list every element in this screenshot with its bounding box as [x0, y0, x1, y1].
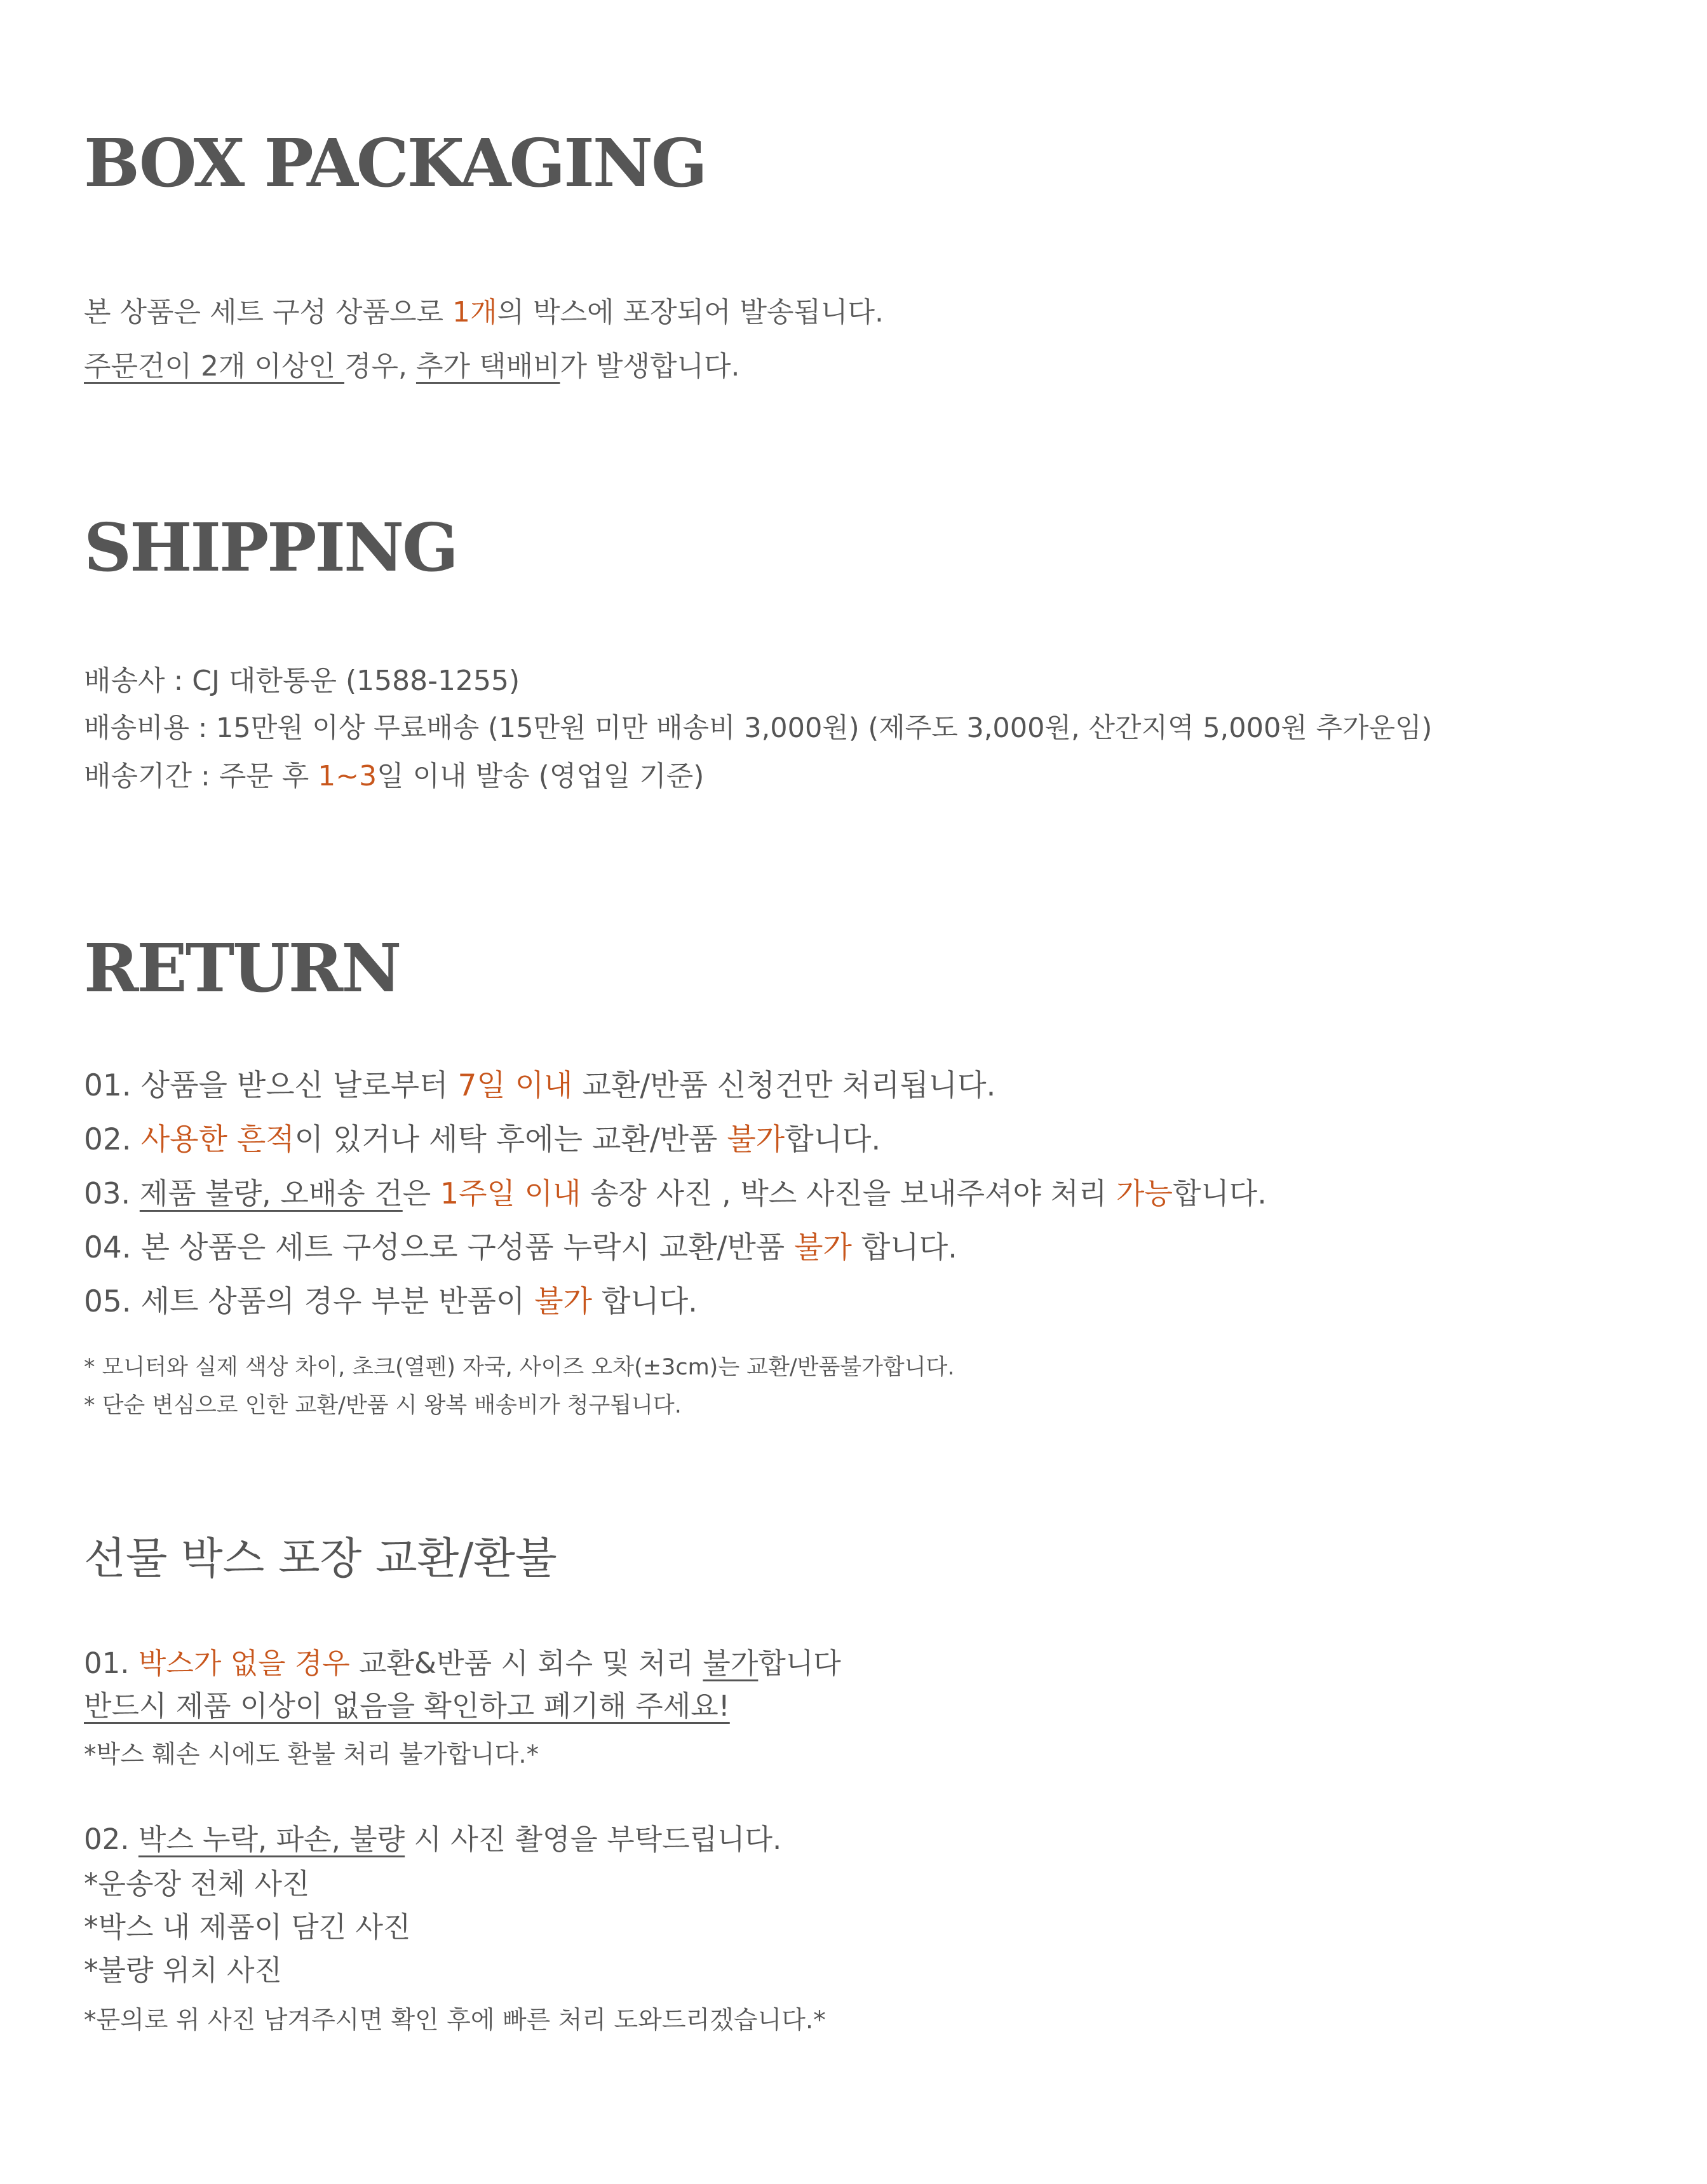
text: 송장 사진 , 박스 사진을 보내주셔야 처리 [581, 1176, 1117, 1211]
text: 01. [84, 1646, 138, 1680]
gift-box-photo-item: *운송장 전체 사진 [84, 1867, 310, 1901]
return-title: RETURN [84, 929, 400, 1007]
shipping-carrier: 배송사 : CJ 대한통운 (1588-1255) [84, 665, 520, 697]
text: 가 발생합니다. [560, 350, 740, 383]
return-item-3 [84, 1176, 1267, 1211]
box-packaging-line-1 [84, 296, 884, 329]
gift-box-photo-item: *박스 내 제품이 담긴 사진 [84, 1910, 411, 1944]
box-packaging-line-2 [84, 350, 740, 383]
gift-box-title: 선물 박스 포장 교환/환불 [84, 1534, 557, 1584]
underlined-text: 추가 택배비 [415, 350, 560, 383]
shipping-cost: 배송비용 : 15만원 이상 무료배송 (15만원 미만 배송비 3,000원) (제주도 3,000원, 산간지역 5,000원 추가운임) [84, 712, 1433, 744]
highlight: 1주일 이내 [440, 1176, 581, 1211]
return-note-2: * 단순 변심으로 인한 교환/반품 시 왕복 배송비가 청구됩니다. [84, 1393, 682, 1418]
text: 02. [84, 1122, 141, 1157]
text: 합니다 [758, 1646, 841, 1680]
return-note-1: * 모니터와 실제 색상 차이, 초크(열펜) 자국, 사이즈 오차(±3cm)는 교환/반품불가합니다. [84, 1355, 955, 1380]
text: 교환&반품 시 회수 및 처리 [349, 1646, 703, 1680]
underlined-text: 반드시 제품 이상이 없음을 확인하고 폐기해 주세요! [84, 1689, 730, 1723]
highlight-count: 1개 [452, 296, 497, 329]
underlined-text: 주문건이 2개 이상인 [84, 350, 344, 383]
text: 04. 본 상품은 세트 구성으로 구성품 누락시 교환/반품 [84, 1230, 795, 1265]
text: 합니다. [592, 1284, 698, 1319]
highlight: 박스가 없을 경우 [138, 1646, 350, 1680]
text: 시 사진 촬영을 부탁드립니다. [405, 1822, 782, 1856]
text: 합니다. [851, 1230, 958, 1265]
gift-box-photo-item: *불량 위치 사진 [84, 1953, 282, 1987]
text: 의 박스에 포장되어 발송됩니다. [497, 296, 884, 329]
text: 일 이내 발송 (영업일 기준) [377, 760, 705, 792]
gift-box-item-2-note: *문의로 위 사진 남겨주시면 확인 후에 빠른 처리 도와드리겠습니다.* [84, 2006, 826, 2035]
highlight: 불가 [727, 1122, 785, 1157]
gift-box-item-1 [84, 1646, 841, 1680]
highlight: 사용한 흔적 [140, 1122, 295, 1157]
box-packaging-title: BOX PACKAGING [84, 124, 706, 202]
highlight: 7일 이내 [457, 1068, 573, 1103]
text: 경우, [344, 350, 416, 383]
underlined-text: 제품 불량, 오배송 건 [139, 1176, 403, 1211]
shipping-period [84, 760, 705, 792]
gift-box-item-1-note: *박스 훼손 시에도 환불 처리 불가합니다.* [84, 1740, 539, 1769]
return-item-2 [84, 1122, 881, 1157]
text: 합니다. [785, 1122, 881, 1157]
text: 02. [84, 1822, 138, 1856]
highlight: 가능 [1116, 1176, 1173, 1211]
text: 은 [402, 1176, 440, 1211]
shipping-title: SHIPPING [84, 508, 457, 587]
highlight: 불가 [534, 1284, 593, 1319]
highlight-days: 1~3 [318, 760, 377, 792]
text: 배송기간 : 주문 후 [84, 760, 318, 792]
text: 03. [84, 1176, 140, 1211]
text: 합니다. [1172, 1176, 1267, 1211]
highlight: 불가 [794, 1230, 852, 1265]
gift-box-item-2 [84, 1822, 782, 1856]
text: 이 있거나 세탁 후에는 교환/반품 [294, 1122, 727, 1157]
return-item-4 [84, 1230, 958, 1265]
gift-box-item-1-line-2 [84, 1689, 730, 1723]
underlined-text: 박스 누락, 파손, 불량 [138, 1822, 405, 1856]
text: 교환/반품 신청건만 처리됩니다. [572, 1068, 996, 1103]
text: 05. 세트 상품의 경우 부분 반품이 [84, 1284, 535, 1319]
underlined-text: 불가 [703, 1646, 759, 1680]
return-item-5 [84, 1284, 698, 1319]
return-item-1 [84, 1068, 996, 1103]
text: 01. 상품을 받으신 날로부터 [84, 1068, 458, 1103]
text: 본 상품은 세트 구성 상품으로 [84, 296, 452, 329]
